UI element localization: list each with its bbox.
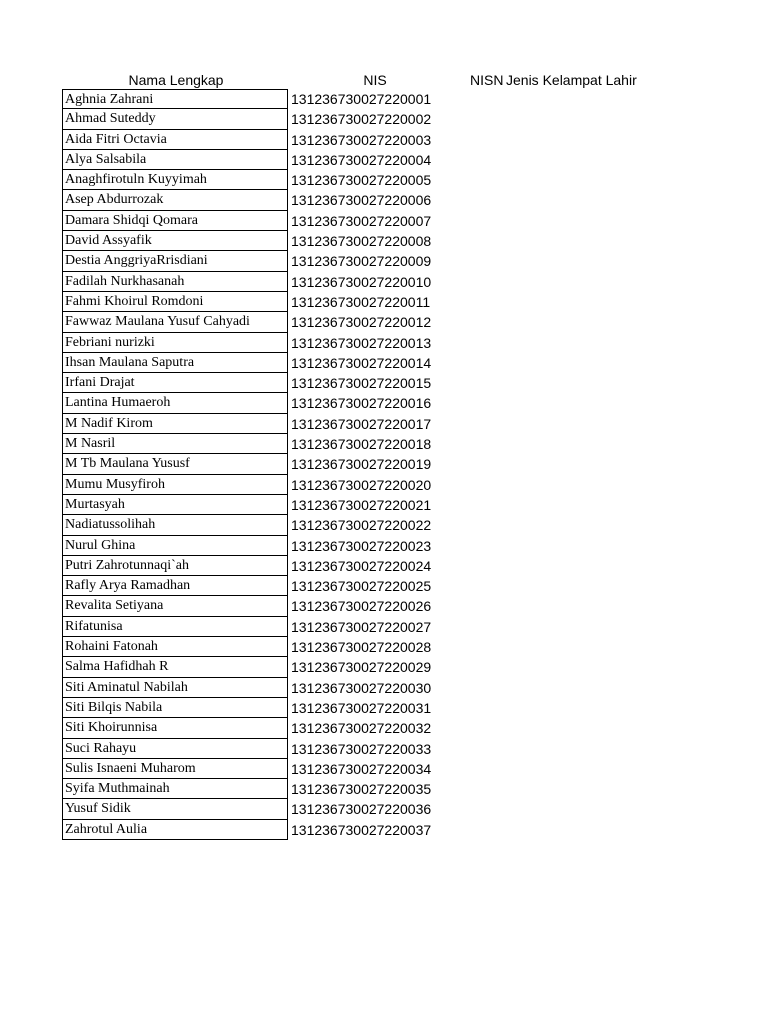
- table-row: [62, 130, 462, 150]
- cell-nis[interactable]: 131236730027220028: [291, 639, 432, 656]
- cell-nama-lengkap[interactable]: Suci Rahayu: [62, 739, 288, 759]
- cell-nis[interactable]: 131236730027220027: [291, 618, 432, 635]
- cell-nama-lengkap[interactable]: Putri Zahrotunnaqi`ah: [62, 556, 288, 576]
- cell-nama-lengkap[interactable]: Febriani nurizki: [62, 333, 288, 353]
- table-row: [62, 799, 462, 819]
- header-row: [0, 70, 768, 90]
- cell-nama-lengkap[interactable]: Mumu Musyfiroh: [62, 475, 288, 495]
- cell-nis[interactable]: 131236730027220026: [291, 598, 432, 615]
- cell-nama-lengkap[interactable]: M Tb Maulana Yususf: [62, 454, 288, 474]
- cell-nis[interactable]: 131236730027220014: [291, 354, 432, 371]
- cell-nama-lengkap[interactable]: David Assyafik: [62, 231, 288, 251]
- table-row: [62, 759, 462, 779]
- cell-nama-lengkap[interactable]: Rafly Arya Ramadhan: [62, 576, 288, 596]
- table-row: [62, 373, 462, 393]
- header-nis[interactable]: NIS: [363, 72, 387, 88]
- cell-nis[interactable]: 131236730027220035: [291, 781, 432, 798]
- cell-nis[interactable]: 131236730027220020: [291, 476, 432, 493]
- table-row: [62, 150, 462, 170]
- cell-nis[interactable]: 131236730027220001: [291, 91, 432, 107]
- cell-nis[interactable]: 131236730027220019: [291, 456, 432, 473]
- table-row: [62, 617, 462, 637]
- header-nama-lengkap[interactable]: Nama Lengkap: [128, 72, 224, 88]
- cell-nis[interactable]: 131236730027220018: [291, 436, 432, 453]
- cell-nis[interactable]: 131236730027220024: [291, 557, 432, 574]
- table-row: [62, 576, 462, 596]
- cell-nis[interactable]: 131236730027220009: [291, 253, 432, 270]
- cell-nis[interactable]: 131236730027220021: [291, 496, 432, 513]
- table-row: [62, 251, 462, 271]
- cell-nama-lengkap[interactable]: Anaghfirotuln Kuyyimah: [62, 170, 288, 190]
- cell-nama-lengkap[interactable]: Aida Fitri Octavia: [62, 130, 288, 150]
- cell-nis[interactable]: 131236730027220036: [291, 801, 432, 818]
- header-nisn[interactable]: NISN: [470, 72, 504, 88]
- table-row: [62, 637, 462, 657]
- cell-nama-lengkap[interactable]: Fahmi Khoirul Romdoni: [62, 292, 288, 312]
- table-row: [62, 495, 462, 515]
- table-row: [62, 678, 462, 698]
- cell-nama-lengkap[interactable]: M Nadif Kirom: [62, 414, 288, 434]
- cell-nama-lengkap[interactable]: Aghnia Zahrani: [62, 89, 288, 109]
- cell-nis[interactable]: 131236730027220005: [291, 172, 432, 189]
- cell-nama-lengkap[interactable]: Syifa Muthmainah: [62, 779, 288, 799]
- cell-nis[interactable]: 131236730027220016: [291, 395, 432, 412]
- cell-nis[interactable]: 131236730027220025: [291, 578, 432, 595]
- table-row: [62, 333, 462, 353]
- cell-nis[interactable]: 131236730027220032: [291, 720, 432, 737]
- cell-nis[interactable]: 131236730027220002: [291, 111, 432, 128]
- table-row: [62, 231, 462, 251]
- table-row: [62, 820, 462, 840]
- cell-nama-lengkap[interactable]: Salma Hafidhah R: [62, 657, 288, 677]
- table-row: [62, 657, 462, 677]
- cell-nis[interactable]: 131236730027220011: [291, 293, 431, 310]
- cell-nama-lengkap[interactable]: Alya Salsabila: [62, 150, 288, 170]
- cell-nis[interactable]: 131236730027220023: [291, 537, 432, 554]
- table-row: [62, 312, 462, 332]
- cell-nama-lengkap[interactable]: Irfani Drajat: [62, 373, 288, 393]
- table-row: [62, 515, 462, 535]
- cell-nis[interactable]: 131236730027220004: [291, 151, 432, 168]
- table-row: [62, 170, 462, 190]
- table-row: [62, 454, 462, 474]
- cell-nis[interactable]: 131236730027220030: [291, 679, 432, 696]
- cell-nama-lengkap[interactable]: Fadilah Nurkhasanah: [62, 272, 288, 292]
- table-row: [62, 89, 462, 109]
- cell-nis[interactable]: 131236730027220033: [291, 740, 432, 757]
- cell-nis[interactable]: 131236730027220031: [291, 699, 432, 716]
- cell-nama-lengkap[interactable]: Revalita Setiyana: [62, 596, 288, 616]
- student-table: [62, 89, 462, 840]
- cell-nis[interactable]: 131236730027220006: [291, 192, 432, 209]
- cell-nis[interactable]: 131236730027220012: [291, 314, 432, 331]
- cell-nama-lengkap[interactable]: Ahmad Suteddy: [62, 109, 288, 129]
- cell-nis[interactable]: 131236730027220017: [291, 415, 432, 432]
- cell-nama-lengkap[interactable]: Fawwaz Maulana Yusuf Cahyadi: [62, 312, 288, 332]
- table-row: [62, 475, 462, 495]
- cell-nis[interactable]: 131236730027220029: [291, 659, 432, 676]
- cell-nama-lengkap[interactable]: Zahrotul Aulia: [62, 820, 288, 840]
- cell-nama-lengkap[interactable]: Damara Shidqi Qomara: [62, 211, 288, 231]
- cell-nama-lengkap[interactable]: Sulis Isnaeni Muharom: [62, 759, 288, 779]
- cell-nama-lengkap[interactable]: Destia AnggriyaRrisdiani: [62, 251, 288, 271]
- table-row: [62, 698, 462, 718]
- table-row: [62, 596, 462, 616]
- cell-nis[interactable]: 131236730027220008: [291, 233, 432, 250]
- table-row: [62, 718, 462, 738]
- cell-nis[interactable]: 131236730027220037: [291, 821, 432, 838]
- table-row: [62, 414, 462, 434]
- cell-nis[interactable]: 131236730027220003: [291, 131, 432, 148]
- table-row: [62, 272, 462, 292]
- cell-nama-lengkap[interactable]: Rohaini Fatonah: [62, 637, 288, 657]
- table-row: [62, 393, 462, 413]
- cell-nama-lengkap[interactable]: Ihsan Maulana Saputra: [62, 353, 288, 373]
- cell-nama-lengkap[interactable]: Nadiatussolihah: [62, 515, 288, 535]
- cell-nama-lengkap[interactable]: Siti Aminatul Nabilah: [62, 678, 288, 698]
- cell-nis[interactable]: 131236730027220010: [291, 273, 432, 290]
- header-jenis-kelamin[interactable]: Jenis Kelampat Lahir: [506, 72, 637, 88]
- cell-nama-lengkap[interactable]: Nurul Ghina: [62, 536, 288, 556]
- table-row: [62, 211, 462, 231]
- table-row: [62, 109, 462, 129]
- table-row: [62, 536, 462, 556]
- cell-nama-lengkap[interactable]: Murtasyah: [62, 495, 288, 515]
- table-row: [62, 292, 462, 312]
- cell-nama-lengkap[interactable]: M Nasril: [62, 434, 288, 454]
- table-row: [62, 739, 462, 759]
- table-row: [62, 190, 462, 210]
- cell-nama-lengkap[interactable]: Siti Khoirunnisa: [62, 718, 288, 738]
- table-row: [62, 779, 462, 799]
- table-row: [62, 434, 462, 454]
- cell-nama-lengkap[interactable]: Rifatunisa: [62, 617, 288, 637]
- cell-nis[interactable]: 131236730027220015: [291, 375, 432, 392]
- cell-nis[interactable]: 131236730027220007: [291, 212, 432, 229]
- cell-nis[interactable]: 131236730027220034: [291, 760, 432, 777]
- cell-nama-lengkap[interactable]: Lantina Humaeroh: [62, 393, 288, 413]
- table-row: [62, 556, 462, 576]
- cell-nama-lengkap[interactable]: Yusuf Sidik: [62, 799, 288, 819]
- cell-nama-lengkap[interactable]: Asep Abdurrozak: [62, 190, 288, 210]
- cell-nama-lengkap[interactable]: Siti Bilqis Nabila: [62, 698, 288, 718]
- table-row: [62, 353, 462, 373]
- cell-nis[interactable]: 131236730027220013: [291, 334, 432, 351]
- cell-nis[interactable]: 131236730027220022: [291, 517, 432, 534]
